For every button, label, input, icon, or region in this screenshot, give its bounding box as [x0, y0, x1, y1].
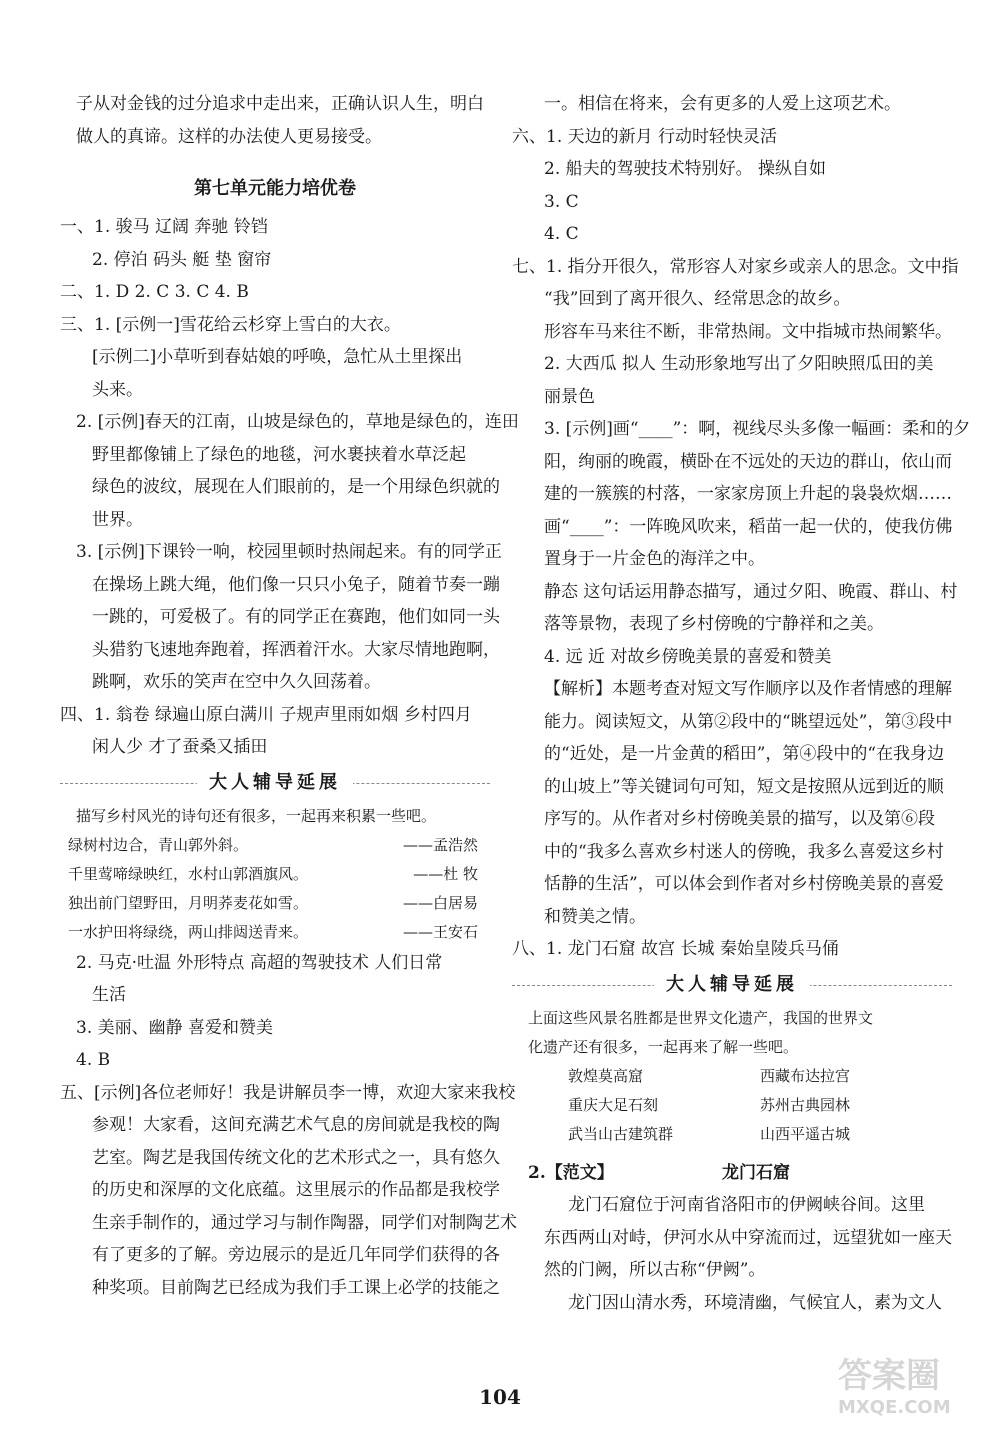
answer-line: 形容车马来往不断，非常热闹。文中指城市热闹繁华。 [544, 321, 952, 342]
heritage-row: 武当山古建筑群 山西平遥古城 [568, 1124, 851, 1143]
watermark-logo: 答案圈 MXQE.COM [838, 1356, 951, 1418]
answer-line: 2. 马克·吐温 外形特点 高超的驾驶技术 人们日常 [76, 952, 443, 973]
answer-line: 五、[示例]各位老师好！我是讲解员李一博，欢迎大家来我校 [60, 1082, 516, 1103]
answer-line: 静态 这句话运用静态描写，通过夕阳、晚霞、群山、村 [544, 581, 958, 602]
section-title: 第七单元能力培优卷 [194, 178, 356, 199]
essay-heading: 2.【范文】 龙门石窟 [528, 1162, 790, 1183]
answer-line: 一跳的，可爱极了。有的同学正在赛跑，他们如同一头 [92, 607, 500, 627]
answer-line: 世界。 [92, 509, 143, 530]
poem-line: 独出前门望野田，月明荞麦花如雪。 ——白居易 [68, 893, 478, 912]
extension-heading: 大人辅导延展 [512, 968, 952, 1002]
answer-line: 3. [示例]画“____”：啊，视线尽头多像一幅画：柔和的夕 [544, 419, 971, 439]
heritage-row: 重庆大足石刻 苏州古典园林 [568, 1095, 851, 1114]
answer-line: 2. [示例]春天的江南，山坡是绿色的，草地是绿色的，连田 [76, 412, 519, 432]
answer-line: 四、1. 翁卷 绿遍山原白满川 子规声里雨如烟 乡村四月 [60, 704, 472, 725]
essay-line: 东西两山对峙，伊河水从中穿流而过，远望犹如一座天 [544, 1227, 952, 1248]
essay-line: 然的门阙，所以古称“伊阙”。 [544, 1260, 766, 1280]
answer-line: 4. B [76, 1050, 111, 1070]
answer-line: 三、1. [示例一]雪花给云杉穿上雪白的大衣。 [60, 314, 401, 335]
poem-line: 绿树村边合，青山郭外斜。 ——孟浩然 [68, 835, 478, 854]
answer-line: 头来。 [92, 379, 143, 400]
page-number: 104 [479, 1385, 521, 1409]
answer-line: 野里都像铺上了绿色的地毯，河水裹挟着水草泛起 [92, 444, 466, 465]
answer-line: 七、1. 指分开很久，常形容人对家乡或亲人的思念。文中指 [512, 256, 959, 277]
answer-line: 置身于一片金色的海洋之中。 [544, 549, 765, 569]
answer-line: 生活 [92, 985, 126, 1005]
text-line: 子从对金钱的过分追求中走出来，正确认识人生，明白 [76, 94, 484, 114]
answer-line: 2. 船夫的驾驶技术特别好。 操纵自如 [544, 159, 827, 179]
left-column [60, 88, 519, 1304]
answer-line: 落等景物，表现了乡村傍晚的宁静祥和之美。 [544, 614, 884, 634]
answer-line: 二、1. D 2. C 3. C 4. B [60, 282, 249, 302]
answer-line: 4. C [544, 224, 579, 244]
poem-line: 一水护田将绿绕，两山排闼送青来。 ——王安石 [68, 922, 478, 941]
answer-line: 4. 远 近 对故乡傍晚美景的喜爱和赞美 [544, 646, 832, 667]
answer-line: 头猎豹飞速地奔跑着，挥洒着汗水。大家尽情地跑啊， [92, 639, 500, 660]
answer-line: 建的一簇簇的村落，一家家房顶上升起的袅袅炊烟…… [544, 484, 952, 504]
answer-line: 生亲手制作的，通过学习与制作陶器，同学们对制陶艺术 [92, 1212, 517, 1233]
extension-intro: 化遗产还有很多，一起再来了解一些吧。 [528, 1037, 799, 1056]
answer-line: 种奖项。目前陶艺已经成为我们手工课上必学的技能之 [92, 1277, 500, 1298]
answer-line: 艺室。陶艺是我国传统文化的艺术形式之一，具有悠久 [92, 1147, 500, 1168]
text-line: 一。相信在将来，会有更多的人爱上这项艺术。 [544, 94, 901, 114]
answer-line: 画“____”：一阵晚风吹来，稻苗一起一伏的，使我仿佛 [544, 516, 953, 537]
answer-line: 闲人少 才了蚕桑又插田 [92, 737, 268, 757]
heritage-row: 敦煌莫高窟 西藏布达拉宫 [568, 1066, 851, 1085]
answer-line: 在操场上跳大绳，他们像一只只小兔子，随着节奏一蹦 [92, 574, 500, 595]
extension-heading: 大人辅导延展 [60, 766, 490, 800]
analysis-line: 的山坡上”等关键词句可知，短文是按照从远到近的顺 [544, 776, 944, 797]
poem-line: 千里莺啼绿映红，水村山郭酒旗风。 ——杜 牧 [68, 864, 478, 883]
text-line: 做人的真谛。这样的办法使人更易接受。 [76, 126, 382, 147]
analysis-line: 的“近处，是一片金黄的稻田”，第④段中的“在我身边 [544, 744, 945, 764]
essay-line: 龙门石窟位于河南省洛阳市的伊阙峡谷间。这里 [568, 1195, 925, 1215]
answer-line: 跳啊，欢乐的笑声在空中久久回荡着。 [92, 672, 381, 692]
answer-line: [示例二]小草听到春姑娘的呼唤，急忙从土里探出 [92, 347, 463, 367]
answer-line: 六、1. 天边的新月 行动时轻快灵活 [512, 126, 778, 147]
analysis-line: 【解析】本题考查对短文写作顺序以及作者情感的理解 [544, 679, 952, 699]
analysis-line: 序写的。从作者对乡村傍晚美景的描写，以及第⑥段 [544, 809, 935, 829]
answer-line: 丽景色 [544, 386, 595, 407]
answer-line: 3. C [544, 191, 579, 212]
answer-line: 3. 美丽、幽静 喜爱和赞美 [76, 1017, 274, 1038]
answer-line: 有了更多的了解。旁边展示的是近几年同学们获得的各 [92, 1245, 500, 1265]
answer-line: 参观！大家看，这间充满艺术气息的房间就是我校的陶 [92, 1115, 500, 1135]
analysis-line: 和赞美之情。 [544, 906, 646, 927]
right-column [512, 88, 971, 1319]
analysis-line: 能力。阅读短文，从第②段中的“眺望远处”，第③段中 [544, 711, 953, 732]
analysis-line: 中的“我多么喜欢乡村迷人的傍晚，我多么喜爱这乡村 [544, 841, 944, 862]
answer-line: 2. 大西瓜 拟人 生动形象地写出了夕阳映照瓜田的美 [544, 354, 934, 374]
answer-line: 阳，绚丽的晚霞，横卧在不远处的天边的群山，依山而 [544, 451, 952, 472]
answer-line: 八、1. 龙门石窟 故宫 长城 秦始皇陵兵马俑 [512, 939, 839, 959]
essay-line: 龙门因山清水秀，环境清幽，气候宜人，素为文人 [568, 1292, 942, 1313]
answer-line: 的历史和深厚的文化底蕴。这里展示的作品都是我校学 [92, 1180, 500, 1200]
extension-intro: 描写乡村风光的诗句还有很多，一起再来积累一些吧。 [76, 806, 437, 825]
extension-intro: 上面这些风景名胜都是世界文化遗产，我国的世界文 [528, 1008, 874, 1027]
answer-line: 一、1. 骏马 辽阔 奔驰 铃铛 [60, 217, 268, 237]
answer-line: 绿色的波纹，展现在人们眼前的，是一个用绿色织就的 [92, 477, 500, 497]
answer-line: 3. [示例]下课铃一响，校园里顿时热闹起来。有的同学正 [76, 542, 502, 562]
answer-line: “我”回到了离开很久、经常思念的故乡。 [544, 289, 851, 309]
answer-line: 2. 停泊 码头 艇 垫 窗帘 [92, 249, 272, 270]
analysis-line: 恬静的生活”，可以体会到作者对乡村傍晚美景的喜爱 [544, 874, 944, 894]
